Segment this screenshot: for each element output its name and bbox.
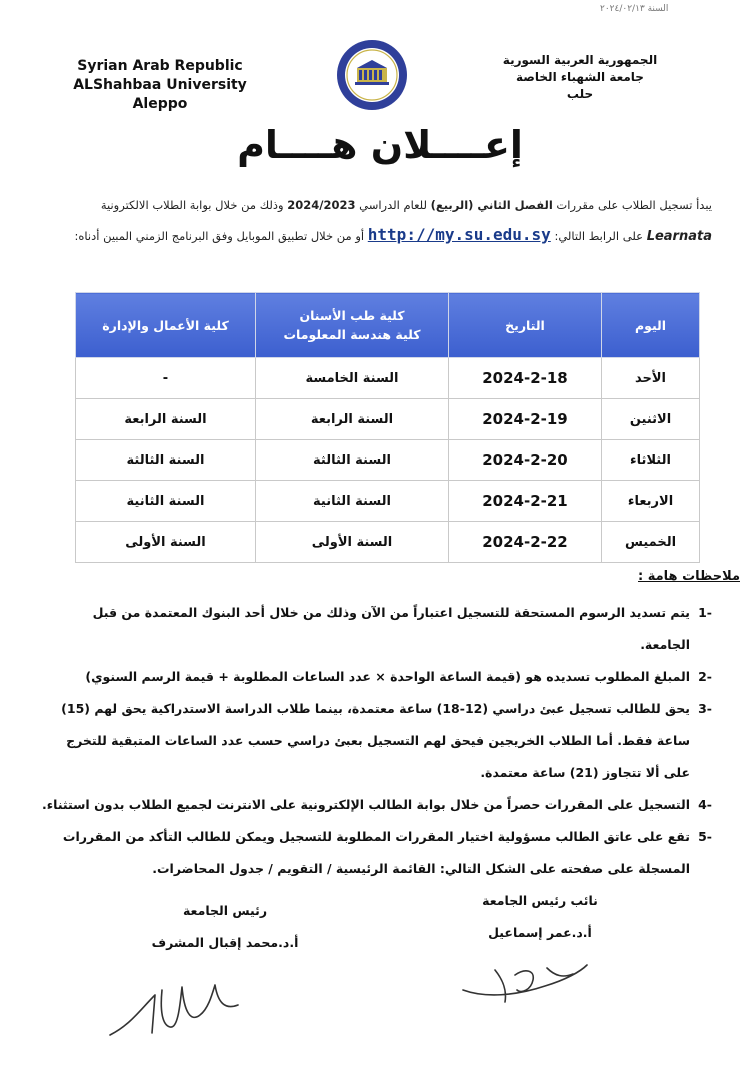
note-item <box>40 661 712 693</box>
cell-business: السنة الثالثة <box>76 440 256 481</box>
english-university: ALShahbaa University <box>73 77 247 93</box>
table-row <box>76 522 700 563</box>
announcement-title: إعــــلان هــــام <box>237 123 523 167</box>
intro-semester: الفصل الثاني (الربيع) <box>430 198 553 212</box>
notes-list <box>40 597 712 885</box>
top-stamp: السنة ٢٠٢٤/٠٢/١٣ <box>600 4 669 14</box>
table-header-row <box>76 293 700 358</box>
header-day: اليوم <box>602 293 700 358</box>
university-logo-seal <box>335 38 409 112</box>
cell-date: 2024-2-21 <box>449 481 602 522</box>
header-business: كلية الأعمال والإدارة <box>76 293 256 358</box>
intro-text-2: للعام الدراسي <box>355 198 431 212</box>
english-country: Syrian Arab Republic <box>77 58 243 74</box>
note-text: تقع على عاتق الطالب مسؤولية اختيار المقررات المطلوبة للتسجيل ويمكن للطالب التأكد من المقررات المسجلة على صفحته على الشكل التالي: القائمة الرئيسية / التقويم / جدول المحاضرات. <box>62 829 690 876</box>
table-row <box>76 440 700 481</box>
cell-date: 2024-2-20 <box>449 440 602 481</box>
cell-business: السنة الأولى <box>76 522 256 563</box>
president-name: أ.د.محمد إقبال المشرف <box>151 935 299 950</box>
portal-link[interactable]: http://my.su.edu.sy <box>367 225 551 244</box>
cell-dental-it: السنة الثالثة <box>256 440 449 481</box>
intro-year: 2024/2023 <box>287 198 356 212</box>
president-signature <box>100 955 250 1045</box>
cell-business: السنة الرابعة <box>76 399 256 440</box>
arabic-city: حلب <box>566 87 594 101</box>
note-item <box>40 597 712 661</box>
note-number: -3 <box>698 701 712 716</box>
cell-day: الأحد <box>602 358 700 399</box>
english-city: Aleppo <box>132 96 188 112</box>
cell-business: - <box>76 358 256 399</box>
header-date: التاريخ <box>449 293 602 358</box>
arabic-letterhead <box>470 52 690 103</box>
note-text: يحق للطالب تسجيل عبئ دراسي (12-18) ساعة معتمدة، بينما طلاب الدراسة الاستدراكية يحق لهم (15) ساعة فقط. أما الطلاب الخريجين فيحق لهم التسجيل بعبئ دراسي حسب عدد الساعات المتبقية للتخرج على ألا تتجاوز (21) ساعة معتمدة. <box>61 701 690 780</box>
cell-day: الاربعاء <box>602 481 700 522</box>
note-number: -2 <box>698 669 712 684</box>
table-row <box>76 358 700 399</box>
note-number: -5 <box>698 829 712 844</box>
vice-president-signature <box>455 950 595 1010</box>
note-item <box>40 693 712 789</box>
arabic-country: الجمهورية العربية السورية <box>502 53 658 67</box>
vice-president-name: أ.د.عمر إسماعيل <box>488 925 592 940</box>
header-it: كلية هندسة المعلومات <box>283 327 421 342</box>
note-item <box>40 821 712 885</box>
intro-text-5: أو من خلال تطبيق الموبايل وفق البرنامج الزمني المبين أدناه: <box>74 229 368 243</box>
platform-name: Learnata <box>646 229 712 244</box>
intro-text-4: على الرابط التالي: <box>550 229 647 243</box>
cell-day: الاثنين <box>602 399 700 440</box>
note-text: المبلغ المطلوب تسديده هو (قيمة الساعة الواحدة × عدد الساعات المطلوبة + قيمة الرسم السنوي) <box>85 669 690 684</box>
vice-president-signature-block <box>420 885 660 949</box>
registration-schedule-table <box>75 292 700 563</box>
note-item <box>40 789 712 821</box>
note-text: يتم تسديد الرسوم المستحقة للتسجيل اعتباراً من الآن وذلك من خلال أحد البنوك المعتمدة من قبل الجامعة. <box>92 605 690 652</box>
note-number: -1 <box>698 605 712 620</box>
header-dental: كلية طب الأسنان <box>299 308 405 323</box>
english-letterhead <box>60 57 260 114</box>
cell-date: 2024-2-18 <box>449 358 602 399</box>
cell-day: الثلاثاء <box>602 440 700 481</box>
cell-date: 2024-2-22 <box>449 522 602 563</box>
vice-president-title: نائب رئيس الجامعة <box>482 893 598 908</box>
cell-business: السنة الثانية <box>76 481 256 522</box>
table-row <box>76 481 700 522</box>
intro-text-1: يبدأ تسجيل الطلاب على مقررات <box>552 198 712 212</box>
notes-heading: ملاحظات هامة : <box>638 569 740 584</box>
arabic-university: جامعة الشهباء الخاصة <box>516 70 644 84</box>
header-dental-it <box>256 293 449 358</box>
cell-day: الخميس <box>602 522 700 563</box>
note-number: -4 <box>698 797 712 812</box>
cell-dental-it: السنة الثانية <box>256 481 449 522</box>
table-row <box>76 399 700 440</box>
intro-paragraph <box>40 190 712 252</box>
cell-dental-it: السنة الخامسة <box>256 358 449 399</box>
note-text: التسجيل على المقررات حصراً من خلال بوابة الطالب الإلكترونية على الانترنت لجميع الطلاب بدون استثناء. <box>42 797 690 812</box>
cell-dental-it: السنة الرابعة <box>256 399 449 440</box>
president-signature-block <box>105 895 345 959</box>
cell-dental-it: السنة الأولى <box>256 522 449 563</box>
intro-text-3: وذلك من خلال بوابة الطلاب الالكترونية <box>100 198 288 212</box>
president-title: رئيس الجامعة <box>182 903 268 918</box>
cell-date: 2024-2-19 <box>449 399 602 440</box>
